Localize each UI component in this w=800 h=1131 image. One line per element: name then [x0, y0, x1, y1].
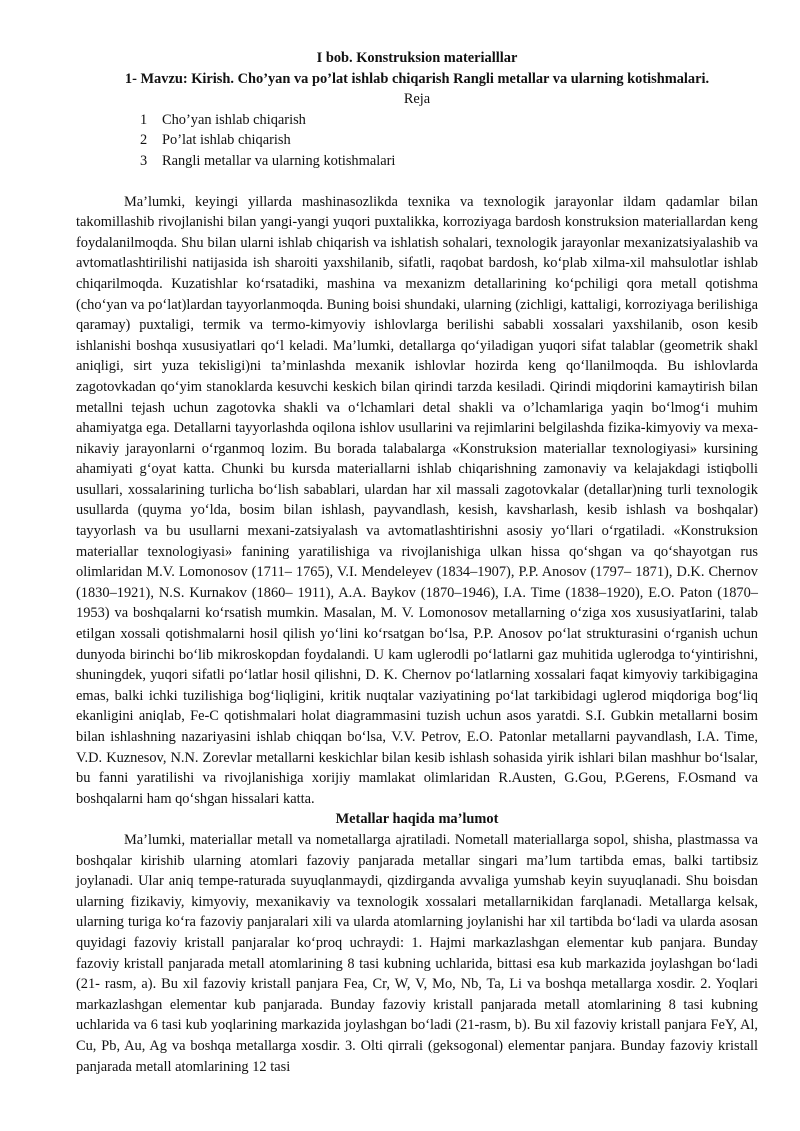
plan-item-number: 2	[140, 132, 148, 149]
spacer	[76, 172, 758, 192]
metals-paragraph: Ma’lumki, materiallar metall va nometallarga ajratiladi. Nometall materiallarga sopol, shisha, plastmassa va boshqalar kirishib ularning atomlari fazoviy panjarada metallar singari ma’lum tartibda emas, balki tartibsiz joylanadi. Ular aniq tempe-raturada suyuqlanmaydi, qizdirganda avvaliga yumshab keyin suyuqlanadi. Shu boisdan ularning fizikaviy, kimyoviy, mexanikaviy va texnologik xossalari metallarnikidan farqlanadi. Metallarga kelsak, ularning turiga ko‘ra fazoviy panjaralari xili va ularda atomlarning joylanishi har xil tartibda bo‘ladi va ularda asosan quyidagi fazoviy kristall panjaralar ko‘proq uchraydi: 1. Hajmi markazlashgan elementar kub panjara. Bunday fazoviy kristall panjarada metall atomlarining 8 tasi kubning uchlarida, bittasi esa kub markazida joylashgan bo‘ladi (21- rasm, a). Bu xil fazoviy kristall panjara Fea, Cr, W, V, Mo, Nb, Ta, Li va boshqa metallarga xosdir. 2. Yoqlari markazlashgan elementar kub panjarada. Bunday fazoviy kristall panjarada metall atomlarining 8 tasi kubning uchlarida va 6 tasi kub yoqlarining markazida joylashgan bo‘ladi (21-rasm, b). Bu xil fazoviy kristall panjara FeY, Al, Cu, Pb, Au, Ag va boshqa metallarga xosdir. 3. Olti qirrali (geksogonal) elementar panjara. Bunday fazoviy kristall panjarada metall atomlarining 12 tasi	[76, 831, 758, 1075]
plan-label: Reja	[403, 91, 431, 108]
plan-item	[140, 130, 758, 151]
intro-paragraph: Ma’lumki, keyingi yillarda mashinasozlikda texnika va texnologik jarayonlar ildam qadamlar bilan takomillashib rivojlanishi bilan yangi-yangi yuqori puxtalikka, korroziyaga bardosh konstruksion materiallardan keng foydalanilmoqda. Shu bilan ularni ishlab chiqarish va ishlatish sohalari, texnologik jarayonlar mexanizatsiyalashib va avtomatlashtirilishi natijasida ish sharoiti yaxshilanib, sifatli, raqobat bardosh, ko‘plab xilma-xil mahsulotlar ishlab chiqarilmoqda. Kuzatishlar ko‘rsatadiki, mashina va mexanizm detallarining ko‘pchiligi qora metall qotishma (cho‘yan va po‘lat)lardan tayyorlanmoqda. Buning boisi shundaki, ularning (zichligi, kattaligi, korroziyaga berilishiga qaramay) puxtaligi, termik va termo-kimyoviy ishlovlarga berilishi sababli xossalari yaxshilanib, oson kesib ishlanishi boshqa xususiyatlari qo‘l keladi. Ma’lumki, detallarga qo‘yiladigan yuqori sifat talablar (geometrik shakl aniqligi, sirt yuza tekisligi)ni ta’minlashda mexanik ishlovlar hozirda keng qo‘llanilmoqda. Bu ishlovlarda zagotovkadan qo‘yim stanoklarda kesuvchi keskich bilan qirindi tarzda kesiladi. Qirindi miqdorini kamaytirish bilan metallni tejash uchun zagotovka shakli va o‘lchamlari detal shakli va o’lchamlariga yaqin bo‘lmog‘i muhim ahamiyatga ega. Detallarni tayyorlashda oqilona ishlov usullarini va rejimlarini belgilashda fizika-kimyoviy va mexa-nikaviy jarayonlarni o‘rganmoq lozim. Bu borada talabalarga «Konstruksion materiallar texnologiyasi» kursining ahamiyati g‘oyat katta. Chunki bu kursda materiallarni ishlab chiqarishning zamonaviy va kelajakdagi istiqbolli usullari, xossalarining turlicha bo‘lish sabablari, ulardan har xil massali zagotovkalar (detallar)ning turli texnologik usullarda (quyma yo‘lda, bosim bilan ishlash, payvandlash, kesish, kavsharlash, kesib ishlash va boshqalar) tayyorlash va bu usullarni mexani-zatsiyalash va avtomatlashtirishni asosiy yo‘llari o‘rgatiladi. «Konstruksion materiallar texnologiyasi» fanining yaratilishiga va rivojlanishiga ulkan hissa qo‘shgan va qo‘shayotgan rus olimlaridan M.V. Lomonosov (1711– 1765), V.I. Mendeleyev (1834–1907), P.P. Anosov (1797– 1871), D.K. Chernov (1830–1921), N.S. Kurnakov (1860– 1911), A.A. Baykov (1870–1946), I.A. Time (1838–1920), E.O. Paton (1870–1953) va boshqalarni ko‘rsatish mumkin. Masalan, M. V. Lomonosov metallarning o‘ziga xos xususiyatIarini, talab etilgan xossali qotishmalarni hosil qilish yo‘lini ko‘rsatgan bo‘lsa, P.P. Anosov po‘lat strukturasini o‘rganish uchun dunyoda birinchi bo‘lib mikroskopdan foydalandi. U kam uglerodli po‘latlarni gaz muhitida uglerodga to‘yintirishni, shuningdek, yuqori sifatli po‘latlar hosil qilishni, D. K. Chernov po‘latlarning xossalari faqat kimyoviy tarkibigagina emas, balki ichki tuzilishiga bog‘liqligini, kritik nuqtalar vaziyatining po‘lat tarkibidagi uglerod miqdoriga bog‘liq ekanligini aniqlab, Fe-C qotishmalari holat diagrammasini tuzish uchun asos yaratdi. S.I. Gubkin metallarni bosim bilan ishlashning nazariyasini ishlab chiqqan bo‘lsa, V.V. Petrov, E.O. Patonlar metallarni payvandlash, I.A. Time, V.D. Kuznesov, N.N. Zorevlar metallarni keskichlar bilan kesib ishlash sohasida yirik ishlari bilan mashhur bo‘lsalar, bu fanni yaratilishi va rivojlanishiga xorijiy mamlakat olimlaridan R.Austen, G.Gou, P.Gerens, F.Osmand va boshqalarni ham qo‘shgan hissalari katta.	[76, 193, 758, 807]
plan-item	[140, 151, 758, 172]
plan-item-number: 1	[140, 111, 148, 128]
plan-list	[76, 110, 758, 172]
plan-item-text: Cho’yan ishlab chiqarish	[162, 111, 306, 128]
section-heading: Metallar haqida ma’lumot	[335, 811, 499, 828]
plan-item-text: Rangli metallar va ularning kotishmalari	[162, 152, 396, 169]
topic-subtitle: 1- Mavzu: Kirish. Cho’yan va po’lat ishlab chiqarish Rangli metallar va ularning kotishmalari.	[124, 70, 710, 87]
plan-item-text: Po’lat ishlab chiqarish	[162, 132, 291, 149]
plan-item	[140, 110, 758, 131]
chapter-title: I bob. Konstruksion materialllar	[316, 50, 518, 66]
plan-item-number: 3	[140, 152, 148, 169]
